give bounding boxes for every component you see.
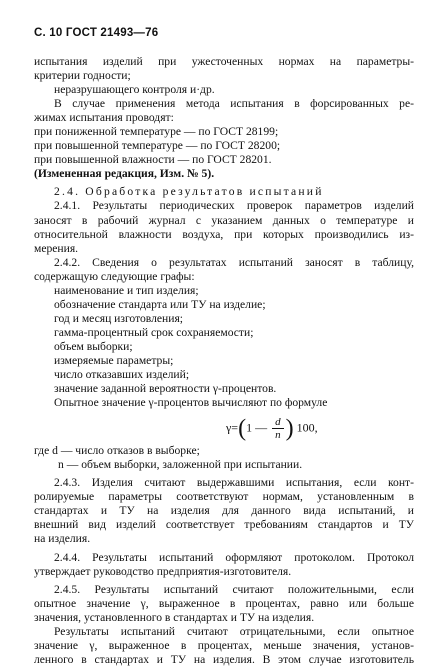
formula-lhs: γ=	[226, 420, 239, 435]
formula-rhs: 100,	[296, 420, 318, 435]
text-line: испытания изделий при ужесточенных нормах на параметры-	[34, 55, 414, 68]
text-line: относительной влажности воздуха, при которых производились из-	[34, 227, 414, 241]
amendment-note: (Измененная редакция, Изм. № 5).	[34, 167, 215, 181]
formula-minuend: 1 —	[246, 420, 268, 435]
text-line: ленного в стандартах и ТУ на изделия. В этом случае изготовитель	[34, 652, 414, 666]
list-item: измеряемые параметры;	[54, 353, 174, 367]
text-line: 2.4.4. Результаты испытаний оформляют протоколом. Протокол	[54, 550, 414, 564]
text-line: содержащую следующие графы:	[34, 269, 195, 283]
list-item: обозначение стандарта или ТУ на изделие;	[54, 297, 266, 311]
text-line: Результаты испытаний считают отрицательными, если опытное	[54, 624, 414, 638]
list-item: число отказавших изделий;	[54, 368, 190, 382]
text-line: ролируемые параметры соответствуют нормам, установленным в	[34, 490, 414, 504]
text-line: Опытное значение γ-процентов вычисляют по формуле	[54, 396, 328, 410]
list-item: гамма-процентный срок сохраняемости;	[54, 325, 254, 339]
text-line: внешний вид изделий соответствует требованиям стандартов и ТУ	[34, 518, 414, 532]
text-line: неразрушающего контроля и·др.	[54, 83, 215, 97]
text-line: при повышенной влажности — по ГОСТ 28201.	[34, 153, 272, 167]
formula-numerator: d	[272, 416, 284, 429]
text-line: 2.4.2. Сведения о результатах испытаний заносят в таблицу,	[54, 255, 414, 269]
text-line: при пониженной температуре — по ГОСТ 28199;	[34, 125, 279, 139]
page-header: С. 10 ГОСТ 21493—76	[34, 27, 159, 39]
list-item: год и месяц изготовления;	[54, 311, 184, 325]
text-line: стандартах и ТУ на изделия для данного вида испытаний, и	[34, 504, 414, 518]
gamma-formula	[34, 410, 414, 444]
text-line: 2.4.1. Результаты периодических проверок параметров изделий	[54, 199, 414, 213]
formula-denominator: n	[275, 429, 281, 442]
text-line: 2.4.5. Результаты испытаний считают положительными, если	[54, 582, 414, 596]
close-paren: )	[285, 415, 294, 442]
where-line: n — объем выборки, заложенной при испытании.	[58, 458, 303, 472]
text-line: при повышенной температуре — по ГОСТ 28200;	[34, 139, 281, 153]
text-line: 2.4.3. Изделия считают выдержавшими испытания, если конт-	[54, 476, 414, 490]
text-line: утверждает руководство предприятия-изготовителя.	[34, 564, 292, 578]
where-line: где d — число отказов в выборке;	[34, 444, 200, 458]
text-line: заносят в рабочий журнал с указанием данных о температуре и	[34, 213, 414, 227]
text-line: значение γ, выраженное в процентах, меньше значения, установ-	[34, 638, 414, 652]
text-line: значения, установленного в стандартах и ТУ на изделия.	[34, 610, 315, 624]
section-heading: 2.4. Обработка результатов испытаний	[54, 185, 324, 199]
text-line: опытное значение γ, выраженное в процентах, равно или больше	[34, 596, 414, 610]
open-paren: (	[238, 415, 247, 442]
text-line: жимах испытания проводят:	[34, 111, 174, 125]
text-line: на изделия.	[34, 532, 91, 546]
document-body	[34, 55, 414, 667]
text-line: критерии годности;	[34, 69, 131, 83]
list-item: значение заданной вероятности γ-процентов.	[54, 382, 277, 396]
text-line: мерения.	[34, 241, 79, 255]
text-line: В случае применения метода испытания в форсированных ре-	[54, 97, 414, 111]
list-item: наименование и тип изделия;	[54, 283, 199, 297]
formula-fraction	[272, 416, 284, 441]
list-item: объем выборки;	[54, 339, 133, 353]
